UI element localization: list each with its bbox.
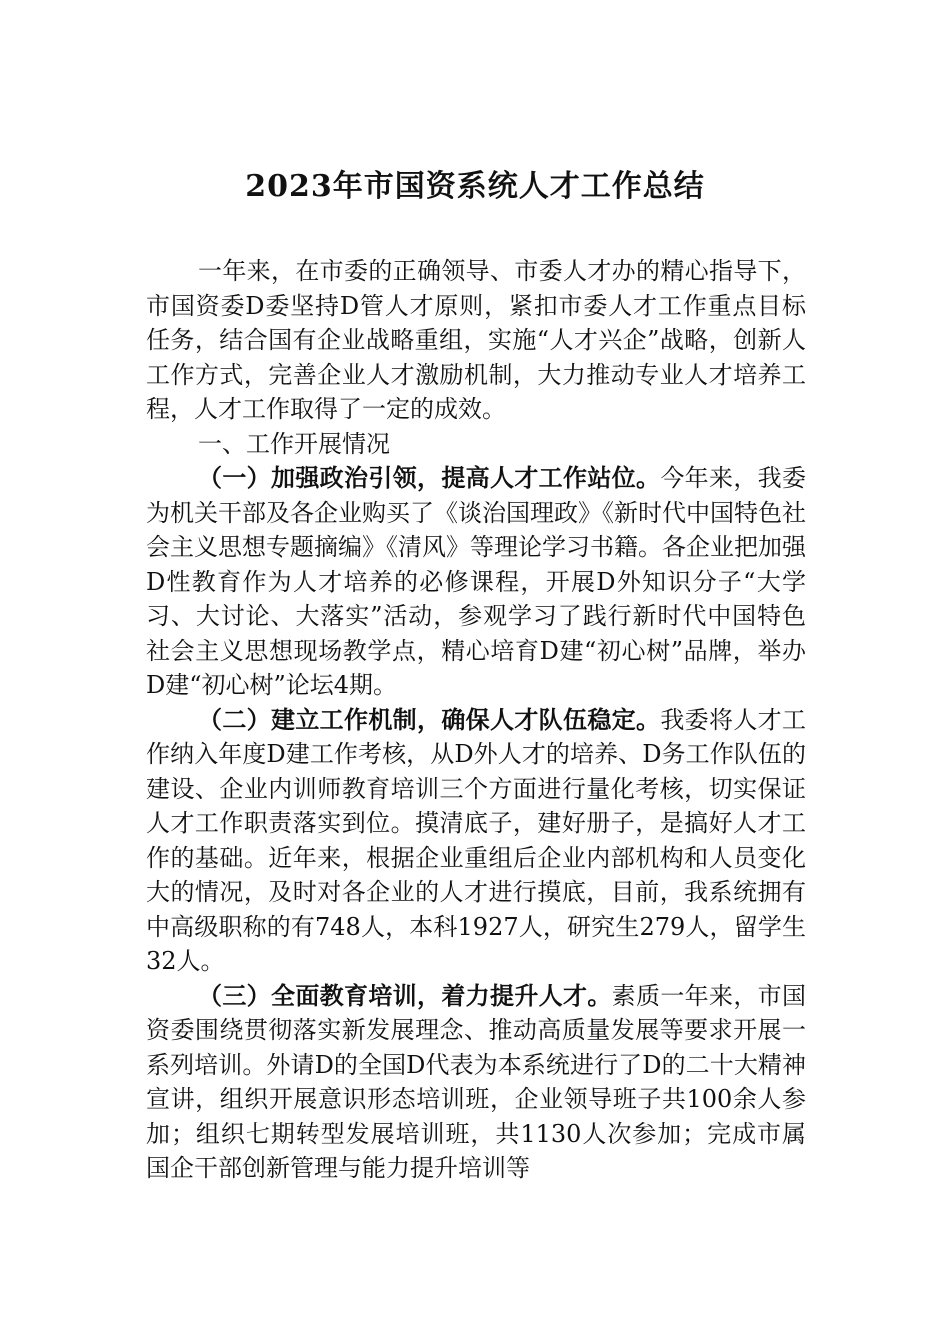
document-title: 2023年市国资系统人才工作总结 [245, 169, 705, 204]
item-lead: （二）建立工作机制，确保人才队伍稳定。 [198, 704, 661, 734]
section-item-1 [146, 461, 806, 703]
item-lead: （三）全面教育培训，着力提升人才。 [198, 980, 612, 1010]
section-item-3 [146, 979, 806, 1186]
item-text: 今年来，我委为机关干部及各企业购买了《谈治国理政》《新时代中国特色社会主义思想专题摘编》《清风》等理论学习书籍。各企业把加强D性教育作为人才培养的必修课程，开展D外知识分子“大学习、大讨论、大落实”活动，参观学习了践行新时代中国特色社会主义思想现场教学点，精心培育D建“初心树”品牌，举办D建“初心树”论坛4期。 [146, 464, 807, 699]
document-body [146, 254, 806, 1186]
section-item-2 [146, 703, 806, 979]
item-text: 素质一年来，市国资委围绕贯彻落实新发展理念、推动高质量发展等要求开展一系列培训。外请D的全国D代表为本系统进行了D的二十大精神宣讲，组织开展意识形态培训班，企业领导班子共100余人参加；组织七期转型发展培训班，共1130人次参加；完成市属国企干部创新管理与能力提升培训等 [146, 981, 807, 1182]
section-heading: 一、工作开展情况 [198, 429, 390, 458]
intro-paragraph: 一年来，在市委的正确领导、市委人才办的精心指导下，市国资委D委坚持D管人才原则，紧扣市委人才工作重点目标任务，结合国有企业战略重组，实施“人才兴企”战略，创新人工作方式，完善企业人才激励机制，大力推动专业人才培养工程，人才工作取得了一定的成效。 [146, 257, 806, 423]
item-text: 我委将人才工作纳入年度D建工作考核，从D外人才的培养、D务工作队伍的建设、企业内训师教育培训三个方面进行量化考核，切实保证人才工作职责落实到位。摸清底子，建好册子，是搞好人才工作的基础。近年来，根据企业重组后企业内部机构和人员变化大的情况，及时对各企业的人才进行摸底，目前，我系统拥有中高级职称的有748人，本科1927人，研究生279人，留学生32人。 [146, 705, 807, 975]
item-lead: （一）加强政治引领，提高人才工作站位。 [198, 463, 661, 492]
